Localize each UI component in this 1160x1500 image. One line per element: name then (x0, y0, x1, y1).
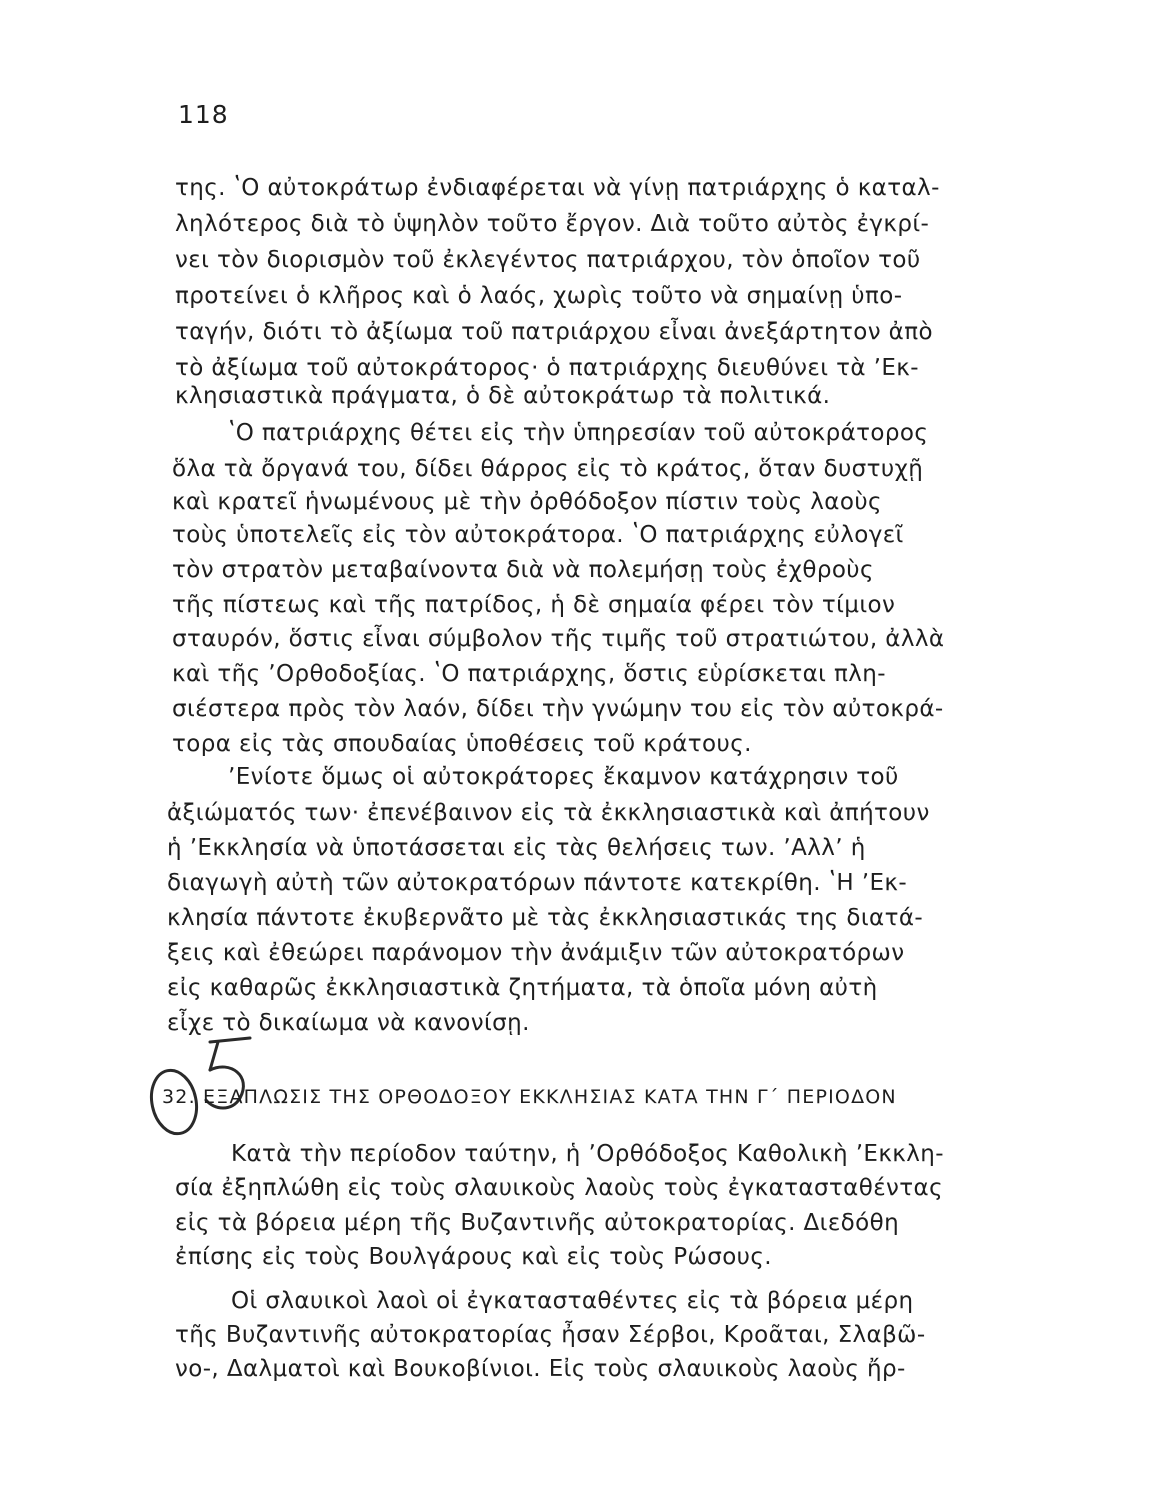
text-line: ταγήν, διότι τὸ ἀξίωμα τοῦ πατριάρχου εἶναι ἀνεξάρτητον ἀπὸ (175, 319, 933, 345)
text-line: εἰς τὰ βόρεια μέρη τῆς Βυζαντινῆς αὐτοκρατορίας. Διεδόθη (175, 1210, 900, 1236)
text-line: τὸν στρατὸν μεταβαίνοντα διὰ νὰ πολεμήσῃ τοὺς ἐχθροὺς (172, 557, 874, 583)
text-line: ἐπίσης εἰς τοὺς Βουλγάρους καὶ εἰς τοὺς Ρώσους. (175, 1244, 772, 1270)
section-heading: 32. ΕΞΑΠΛΩΣΙΣ ΤΗΣ ΟΡΘΟΔΟΞΟΥ ΕΚΚΛΗΣΙΑΣ ΚΑΤΑ ΤΗΝ Γ΄ ΠΕΡΙΟΔΟΝ (162, 1086, 897, 1108)
text-line: διαγωγὴ αὐτὴ τῶν αὐτοκρατόρων πάντοτε κατεκρίθη. ʽΗ ʼΕκ- (167, 870, 908, 896)
text-line: σιέστερα πρὸς τὸν λαόν, δίδει τὴν γνώμην του εἰς τὸν αὐτοκρά- (172, 696, 944, 722)
text-line: σία ἐξηπλώθη εἰς τοὺς σλαυικοὺς λαοὺς τοὺς ἐγκατασταθέντας (175, 1175, 944, 1201)
text-line: κλησία πάντοτε ἐκυβερνᾶτο μὲ τὰς ἐκκλησιαστικάς της διατά- (167, 905, 924, 931)
text-line: καὶ κρατεῖ ἡνωμένους μὲ τὴν ὀρθόδοξον πίστιν τοὺς λαοὺς (172, 489, 882, 515)
text-line: τῆς Βυζαντινῆς αὐτοκρατορίας ἦσαν Σέρβοι, Κροᾶται, Σλαβῶ- (175, 1322, 926, 1348)
text-line: εἰς καθαρῶς ἐκκλησιαστικὰ ζητήματα, τὰ ὁποῖα μόνη αὐτὴ (167, 975, 878, 1001)
text-line: κλησιαστικὰ πράγματα, ὁ δὲ αὐτοκράτωρ τὰ πολιτικά. (175, 383, 831, 409)
page-number: 118 (178, 100, 229, 129)
text-line: ʽΟ πατριάρχης θέτει εἰς τὴν ὑπηρεσίαν τοῦ αὐτοκράτορος (228, 420, 929, 446)
text-line: ἀξιώματός των· ἐπενέβαινον εἰς τὰ ἐκκλησιαστικὰ καὶ ἀπήτουν (167, 800, 930, 826)
text-line: ληλότερος διὰ τὸ ὑψηλὸν τοῦτο ἔργον. Διὰ τοῦτο αὐτὸς ἐγκρί- (175, 211, 930, 237)
text-line: Κατὰ τὴν περίοδον ταύτην, ἡ ʼΟρθόδοξος Καθολικὴ ʼΕκκλη- (231, 1141, 944, 1167)
text-line: νει τὸν διορισμὸν τοῦ ἐκλεγέντος πατριάρχου, τὸν ὁποῖον τοῦ (175, 247, 921, 273)
text-line: τῆς πίστεως καὶ τῆς πατρίδος, ἡ δὲ σημαία φέρει τὸν τίμιον (172, 592, 896, 618)
text-line: τορα εἰς τὰς σπουδαίας ὑποθέσεις τοῦ κράτους. (172, 731, 752, 757)
text-line: σταυρόν, ὅστις εἶναι σύμβολον τῆς τιμῆς τοῦ στρατιώτου, ἀλλὰ (172, 626, 945, 652)
text-line: Οἱ σλαυικοὶ λαοὶ οἱ ἐγκατασταθέντες εἰς τὰ βόρεια μέρη (231, 1288, 914, 1314)
text-line: ξεις καὶ ἐθεώρει παράνομον τὴν ἀνάμιξιν τῶν αὐτοκρατόρων (167, 940, 905, 966)
text-line: ʼΕνίοτε ὅμως οἱ αὐτοκράτορες ἔκαμνον κατάχρησιν τοῦ (228, 764, 899, 790)
text-line: νο-, Δαλματοὶ καὶ Βουκοβίνιοι. Εἰς τοὺς σλαυικοὺς λαοὺς ἤρ- (175, 1356, 906, 1382)
text-line: τὸ ἀξίωμα τοῦ αὐτοκράτορος· ὁ πατριάρχης διευθύνει τὰ ʼΕκ- (175, 355, 919, 381)
text-line: ἡ ʼΕκκλησία νὰ ὑποτάσσεται εἰς τὰς θελήσεις των. ʼΑλλʼ ἡ (167, 835, 866, 861)
text-line: καὶ τῆς ʼΟρθοδοξίας. ʽΟ πατριάρχης, ὅστις εὑρίσκεται πλη- (172, 661, 886, 687)
text-line: τοὺς ὑποτελεῖς εἰς τὸν αὐτοκράτορα. ʽΟ πατριάρχης εὐλογεῖ (172, 522, 904, 548)
text-line: εἶχε τὸ δικαίωμα νὰ κανονίσῃ. (167, 1010, 530, 1036)
text-line: της. ʽΟ αὐτοκράτωρ ἐνδιαφέρεται νὰ γίνῃ πατριάρχης ὁ καταλ- (175, 175, 940, 201)
text-line: προτείνει ὁ κλῆρος καὶ ὁ λαός, χωρὶς τοῦτο νὰ σημαίνῃ ὑπο- (175, 283, 903, 309)
text-line: ὅλα τὰ ὄργανά του, δίδει θάρρος εἰς τὸ κράτος, ὅταν δυστυχῇ (172, 456, 924, 482)
